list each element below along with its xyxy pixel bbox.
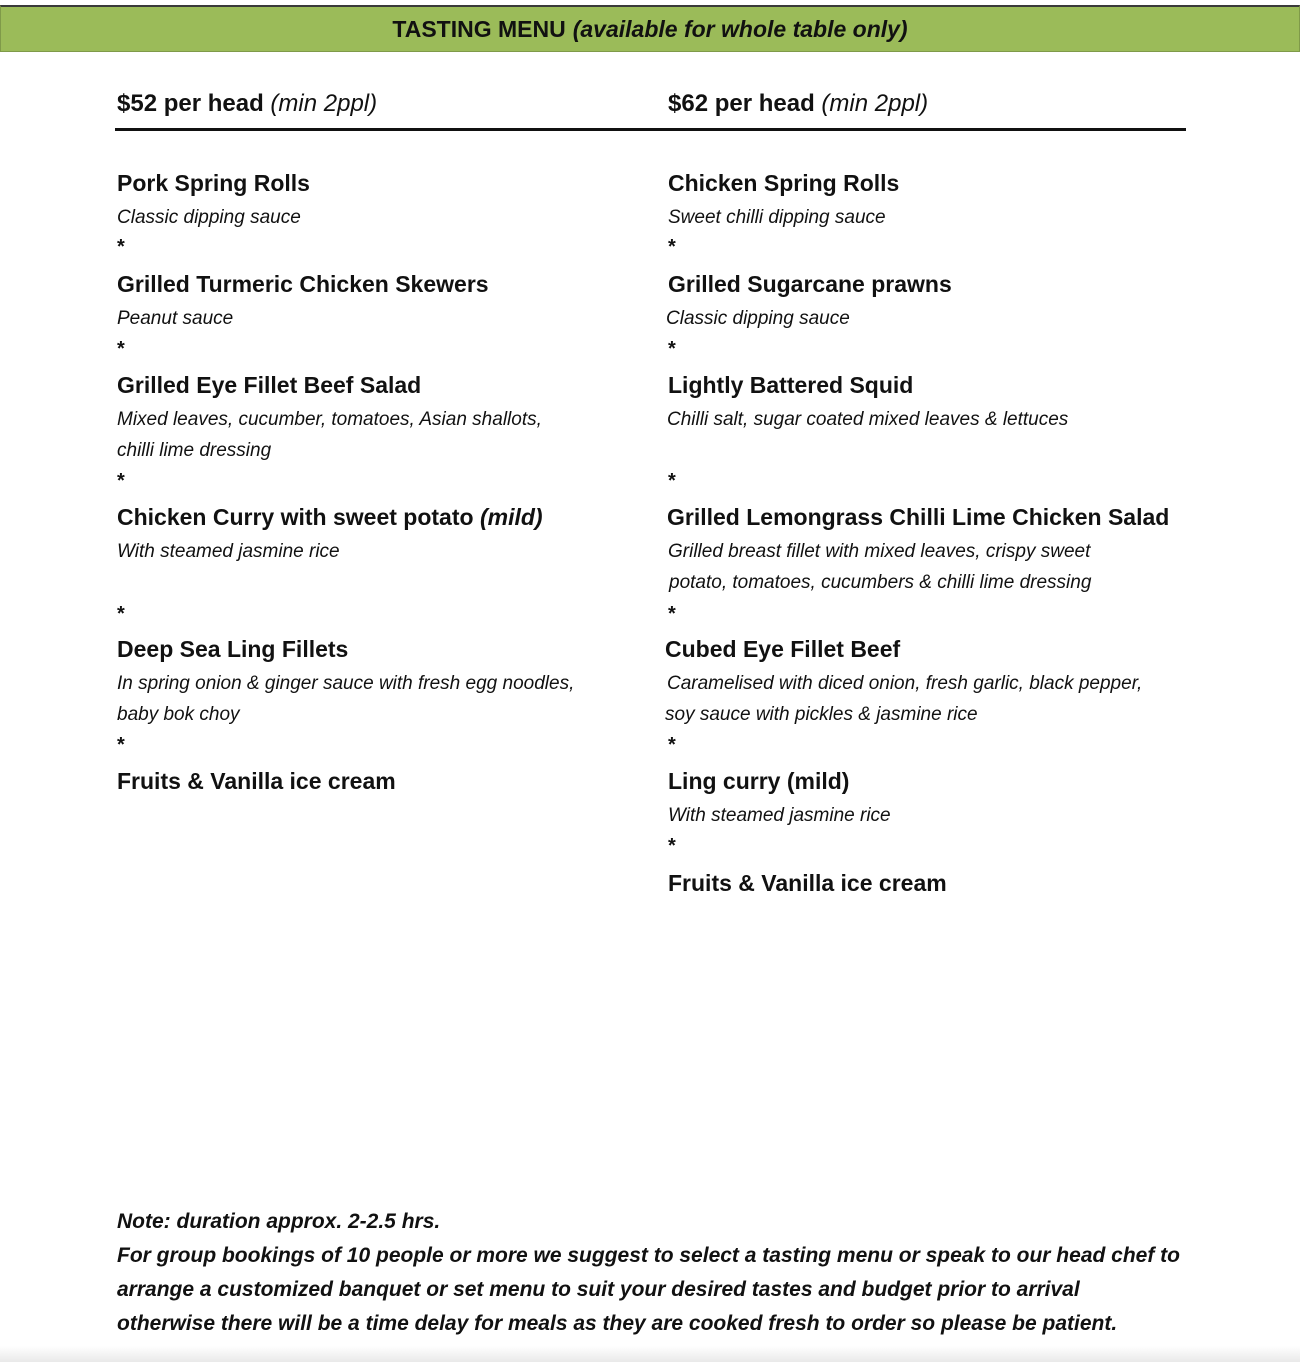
right-item-desc: Caramelised with diced onion, fresh garlic, black pepper, (667, 673, 1143, 694)
left-separator: * (117, 338, 125, 360)
left-separator: * (117, 734, 125, 756)
right-separator: * (668, 338, 676, 360)
left-price: $52 per head (117, 90, 264, 117)
right-separator: * (668, 470, 676, 492)
right-separator: * (668, 603, 676, 625)
note-line: For group bookings of 10 people or more we suggest to select a tasting menu or speak to our head chef to (117, 1244, 1180, 1267)
right-item-desc: Classic dipping sauce (666, 308, 850, 329)
left-item-title: Pork Spring Rolls (117, 170, 310, 196)
right-item-desc: Chilli salt, sugar coated mixed leaves & lettuces (667, 409, 1069, 430)
note-line: otherwise there will be a time delay for meals as they are cooked fresh to order so please be patient. (117, 1312, 1118, 1335)
left-item-title: Fruits & Vanilla ice cream (117, 768, 396, 794)
page-edge-shadow (0, 1346, 1300, 1362)
left-item-desc: baby bok choy (117, 704, 240, 725)
header-divider (115, 128, 1186, 131)
left-separator: * (117, 603, 125, 625)
booking-notes (117, 1205, 1217, 1341)
right-item-desc: soy sauce with pickles & jasmine rice (665, 704, 978, 725)
left-item-title-note: (mild) (479, 504, 543, 530)
left-item-desc: chilli lime dressing (117, 440, 272, 461)
right-item-title: Lightly Battered Squid (668, 372, 914, 398)
right-separator: * (668, 236, 676, 258)
right-item-desc: With steamed jasmine rice (668, 805, 891, 826)
note-duration: Note: duration approx. 2-2.5 hrs. (117, 1210, 441, 1233)
left-item-desc: In spring onion & ginger sauce with fresh egg noodles, (117, 673, 575, 694)
left-item-title: Grilled Turmeric Chicken Skewers (117, 271, 489, 297)
banner-subtitle: (available for whole table only) (572, 15, 908, 42)
right-item-title: Chicken Spring Rolls (668, 170, 900, 196)
right-item-title: Cubed Eye Fillet Beef (665, 636, 901, 662)
menu-banner (0, 5, 1300, 52)
banner-title: TASTING MENU (392, 15, 566, 42)
left-item-title (117, 504, 543, 531)
right-item-title: Ling curry (mild) (668, 768, 850, 794)
right-item-desc: Sweet chilli dipping sauce (668, 207, 886, 228)
left-item-title-text: Chicken Curry with sweet potato (117, 504, 474, 530)
left-price-header (117, 90, 377, 118)
left-item-title: Deep Sea Ling Fillets (117, 636, 349, 662)
right-price-note: (min 2ppl) (821, 90, 929, 117)
right-item-title: Grilled Sugarcane prawns (668, 271, 952, 297)
right-separator: * (668, 734, 676, 756)
left-price-note: (min 2ppl) (270, 90, 378, 117)
left-item-desc: With steamed jasmine rice (117, 541, 340, 562)
note-line: arrange a customized banquet or set menu to suit your desired tastes and budget prior to arrival (117, 1278, 1080, 1301)
left-item-desc: Mixed leaves, cucumber, tomatoes, Asian shallots, (117, 409, 542, 430)
left-item-title: Grilled Eye Fillet Beef Salad (117, 372, 422, 398)
right-price: $62 per head (668, 90, 815, 117)
right-price-header (668, 90, 928, 118)
left-separator: * (117, 470, 125, 492)
right-item-title: Grilled Lemongrass Chilli Lime Chicken Salad (667, 504, 1170, 530)
right-item-desc: potato, tomatoes, cucumbers & chilli lime dressing (669, 572, 1092, 593)
right-item-desc: Grilled breast fillet with mixed leaves, crispy sweet (668, 541, 1091, 562)
left-separator: * (117, 236, 125, 258)
right-separator: * (668, 835, 676, 857)
left-item-desc: Classic dipping sauce (117, 207, 301, 228)
left-item-desc: Peanut sauce (117, 308, 234, 329)
right-item-title: Fruits & Vanilla ice cream (668, 870, 947, 896)
